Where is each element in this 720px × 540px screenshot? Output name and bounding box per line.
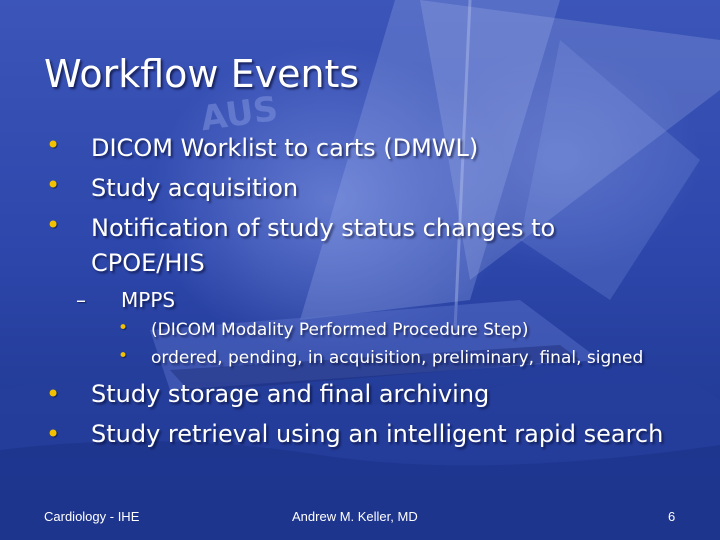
bullet-dot-icon: • (46, 420, 61, 448)
bullet-item: DICOM Worklist to carts (DMWL) (91, 134, 479, 162)
sub-bullet-item: MPPS (121, 288, 176, 312)
sail-logo-text: AUS (198, 88, 281, 140)
bullet-dot-icon: • (118, 346, 129, 366)
footer-left-text: Cardiology - IHE (44, 509, 140, 524)
bullet-item-continuation: CPOE/HIS (91, 249, 205, 277)
sub-sub-bullet-item: ordered, pending, in acquisition, preliminary, final, signed (151, 348, 644, 368)
bullet-dot-icon: • (46, 211, 61, 239)
dash-bullet-icon: – (76, 288, 86, 312)
bullet-dot-icon: • (46, 131, 61, 159)
bullet-item: Study retrieval using an intelligent rapid search (91, 420, 664, 448)
footer-center-text: Andrew M. Keller, MD (292, 509, 418, 524)
bullet-item: Study storage and final archiving (91, 380, 490, 408)
bullet-dot-icon: • (46, 380, 61, 408)
sub-sub-bullet-item: (DICOM Modality Performed Procedure Step) (151, 320, 529, 340)
bullet-item: Study acquisition (91, 174, 299, 202)
page-number: 6 (668, 509, 676, 524)
bullet-dot-icon: • (118, 318, 129, 338)
bullet-item: Notification of study status changes to (91, 214, 556, 242)
slide-title: Workflow Events (44, 52, 360, 96)
bullet-dot-icon: • (46, 171, 61, 199)
